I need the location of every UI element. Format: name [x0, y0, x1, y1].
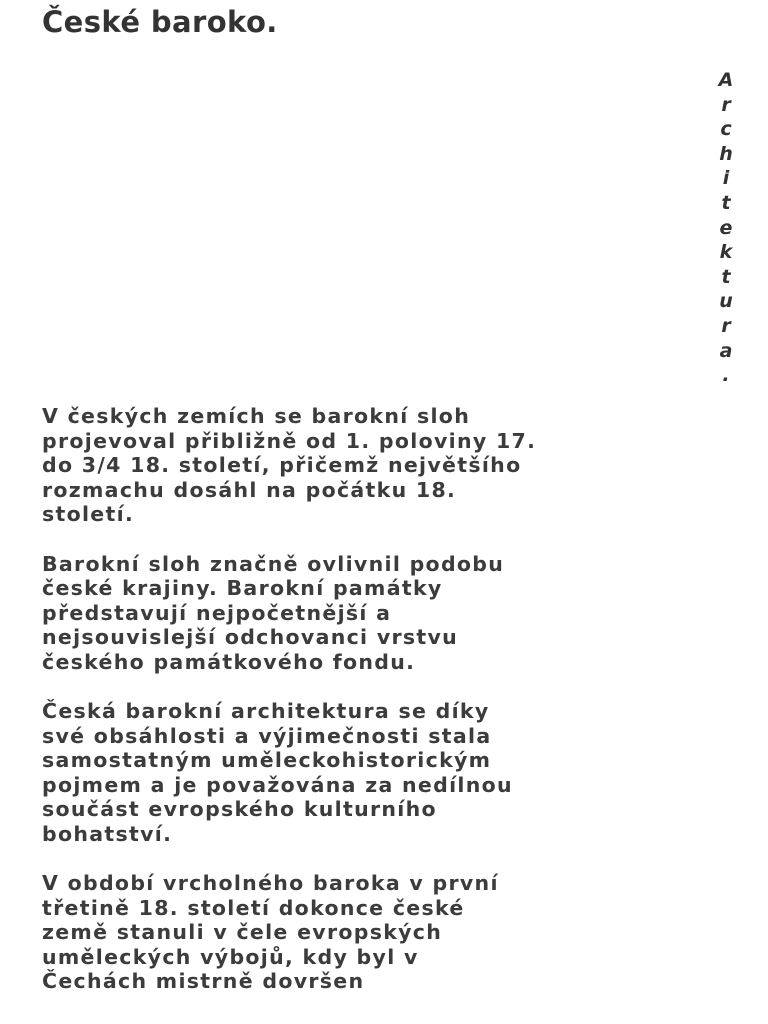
side-label-letter: h [719, 142, 733, 165]
paragraph-4: V období vrcholného baroka v první třetině 18. století dokonce české země stanuli v čele evropských uměleckých výbojů, kdy byl v Čechách mistrně dovršen [42, 871, 499, 993]
article-body [42, 404, 732, 1019]
side-label-letter: r [721, 314, 731, 337]
page-title: České baroko. [42, 5, 278, 39]
vertical-side-label [706, 68, 746, 388]
side-label-letter: u [719, 290, 733, 313]
side-label-letter: A [718, 69, 734, 91]
side-label-letter: e [719, 216, 733, 239]
paragraph-3: Česká barokní architektura se díky své obsáhlosti a výjimečnosti stala samostatným uměleckohistorickým pojmem a je považována za nedílnou součást evropského kulturního bohatství. [42, 699, 513, 846]
side-label-letter: c [720, 118, 732, 141]
side-label-letter: i [722, 167, 730, 190]
paragraph-1: V českých zemích se barokní sloh projevoval přibližně od 1. poloviny 17. do 3/4 18. století, přičemž největšího rozmachu dosáhl na počátku 18. století. [42, 404, 537, 526]
side-label-letter: k [719, 241, 733, 264]
side-label-letter: t [721, 265, 731, 288]
side-label-letter: t [721, 191, 731, 214]
side-label-letter: . [722, 364, 730, 387]
paragraph-2: Barokní sloh značně ovlivnil podobu české krajiny. Barokní památky představují nejpočetnější a nejsouvislejší odchovanci vrstvu českého památkového fondu. [42, 551, 505, 674]
side-label-letter: r [721, 93, 731, 116]
side-label-letter: a [719, 339, 733, 362]
